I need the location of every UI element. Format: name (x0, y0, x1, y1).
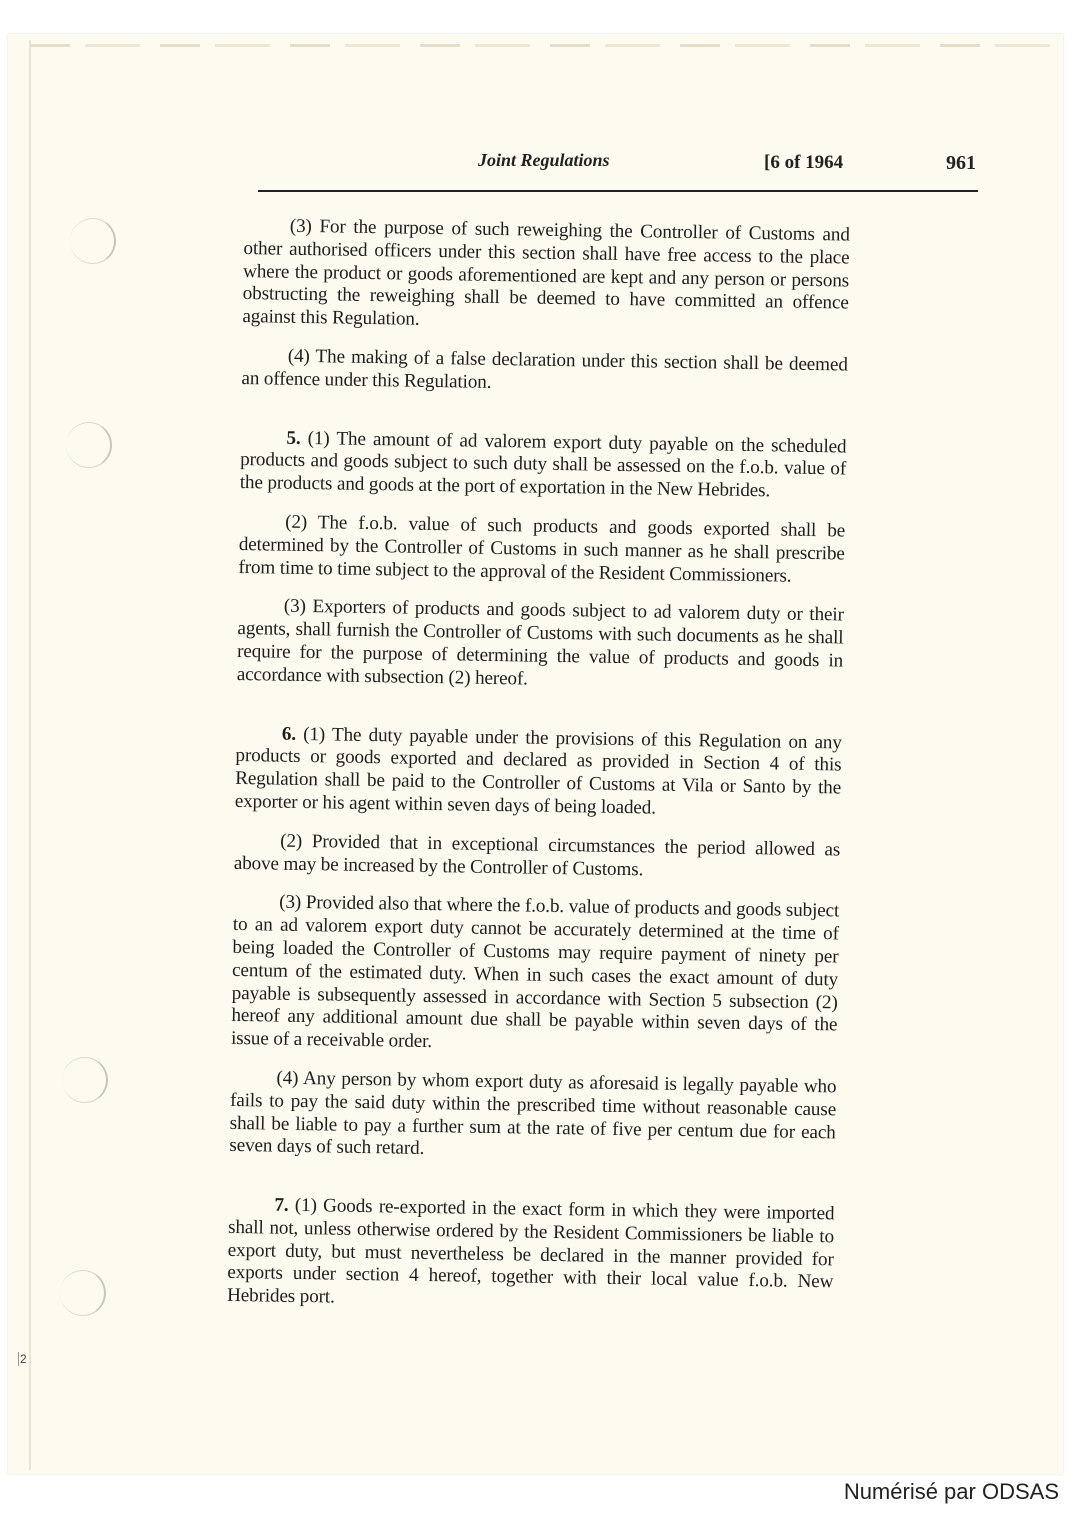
page-left-edge (29, 40, 31, 1470)
paragraph-text: (2) Provided that in exceptional circumstances the period allowed as above may be increased by the Controller of Customs. (233, 830, 841, 880)
paragraph-5-2 (238, 511, 845, 589)
paragraph-text: (4) The making of a false declaration under this section shall be deemed an offence under this Regulation. (241, 345, 848, 393)
page-header (258, 150, 978, 192)
paragraph-text: (3) Exporters of products and goods subject to ad valorem duty or their agents, shall furnish the Controller of Customs with such documents as he shall require for the purpose of determining the value of products and goods in accordance with subsection (2) hereof. (236, 596, 844, 690)
act-reference: [6 of 1964 (764, 152, 844, 173)
binder-hole-2 (66, 422, 112, 468)
running-title: Joint Regulations (478, 150, 610, 170)
paragraph-6-4 (229, 1067, 836, 1168)
margin-mark: 2 (20, 1352, 27, 1366)
binder-hole-4 (60, 1270, 106, 1316)
paragraph-text: (3) Provided also that where the f.o.b. value of products and goods subject to an ad valorem export duty cannot be accurately determined at the time of being loaded the Controller of Customs may require payment of ninety per centum of the estimated duty. When in such cases the exact amount of duty payable is subsequently assessed in accordance with Section 5 subsection (2) hereof any additional amount due shall be payable within seven days of the issue of a receivable order. (230, 891, 840, 1053)
digitizer-watermark: Numérisé par ODSAS (843, 1479, 1059, 1504)
paragraph-text: (1) The amount of ad valorem export duty payable on the scheduled products and goods subject to such duty shall be assessed on the f.o.b. value of the products and goods at the port of exportation in the New Hebrides. (239, 427, 847, 502)
paragraph-5-3 (237, 595, 844, 696)
paragraph-text: (3) For the purpose of such reweighing the Controller of Customs and other authorised officers under this section shall have free access to the place where the product or goods aforementioned are kept and any person or persons obstructing the reweighing shall be deemed to have committed an offence against this Regulation. (242, 215, 850, 330)
paragraph-text: (2) The f.o.b. value of such products and goods exported shall be determined by the Controller of Customs in such manner as he shall prescribe from time to time subject to the approval of the Resident Commissioners. (238, 511, 846, 587)
paragraph-6-1 (235, 722, 842, 823)
page-top-edge (30, 44, 1060, 47)
paragraph-text: (1) The duty payable under the provisions of this Regulation on any products or goods exported and declared as provided in Section 4 of this Regulation shall be paid to the Controller of Customs at Vila or Santo by the exporter or his agent within seven days of being loaded. (234, 723, 842, 819)
paragraph-4-3 (242, 215, 850, 338)
section-number: 5. (286, 427, 301, 449)
regulation-body (227, 215, 850, 1317)
paragraph-6-2 (234, 830, 841, 885)
section-number: 6. (281, 723, 297, 745)
section-number: 7. (274, 1194, 289, 1216)
paragraph-7-1 (227, 1194, 835, 1317)
paragraph-5-1 (240, 427, 847, 505)
paragraph-text: (1) Goods re-exported in the exact form in which they were imported shall not, unless otherwise ordered by the Resident Commissioners be liable to export duty, but must nevertheless be declared in the manner provided for exports under section 4 hereof, together with their local value f.o.b. New Hebrides port. (226, 1194, 835, 1308)
binder-hole-3 (62, 1057, 108, 1103)
paragraph-4-4 (241, 345, 848, 400)
page-number: 961 (946, 152, 976, 174)
binder-hole-1 (70, 218, 116, 264)
paragraph-6-3 (231, 891, 839, 1060)
paragraph-text: (4) Any person by whom export duty as aforesaid is legally payable who fails to pay the said duty within the prescribed time without reasonable cause shall be liable to pay a further sum at the rate of five per centum due for each seven days of such retard. (229, 1067, 837, 1160)
